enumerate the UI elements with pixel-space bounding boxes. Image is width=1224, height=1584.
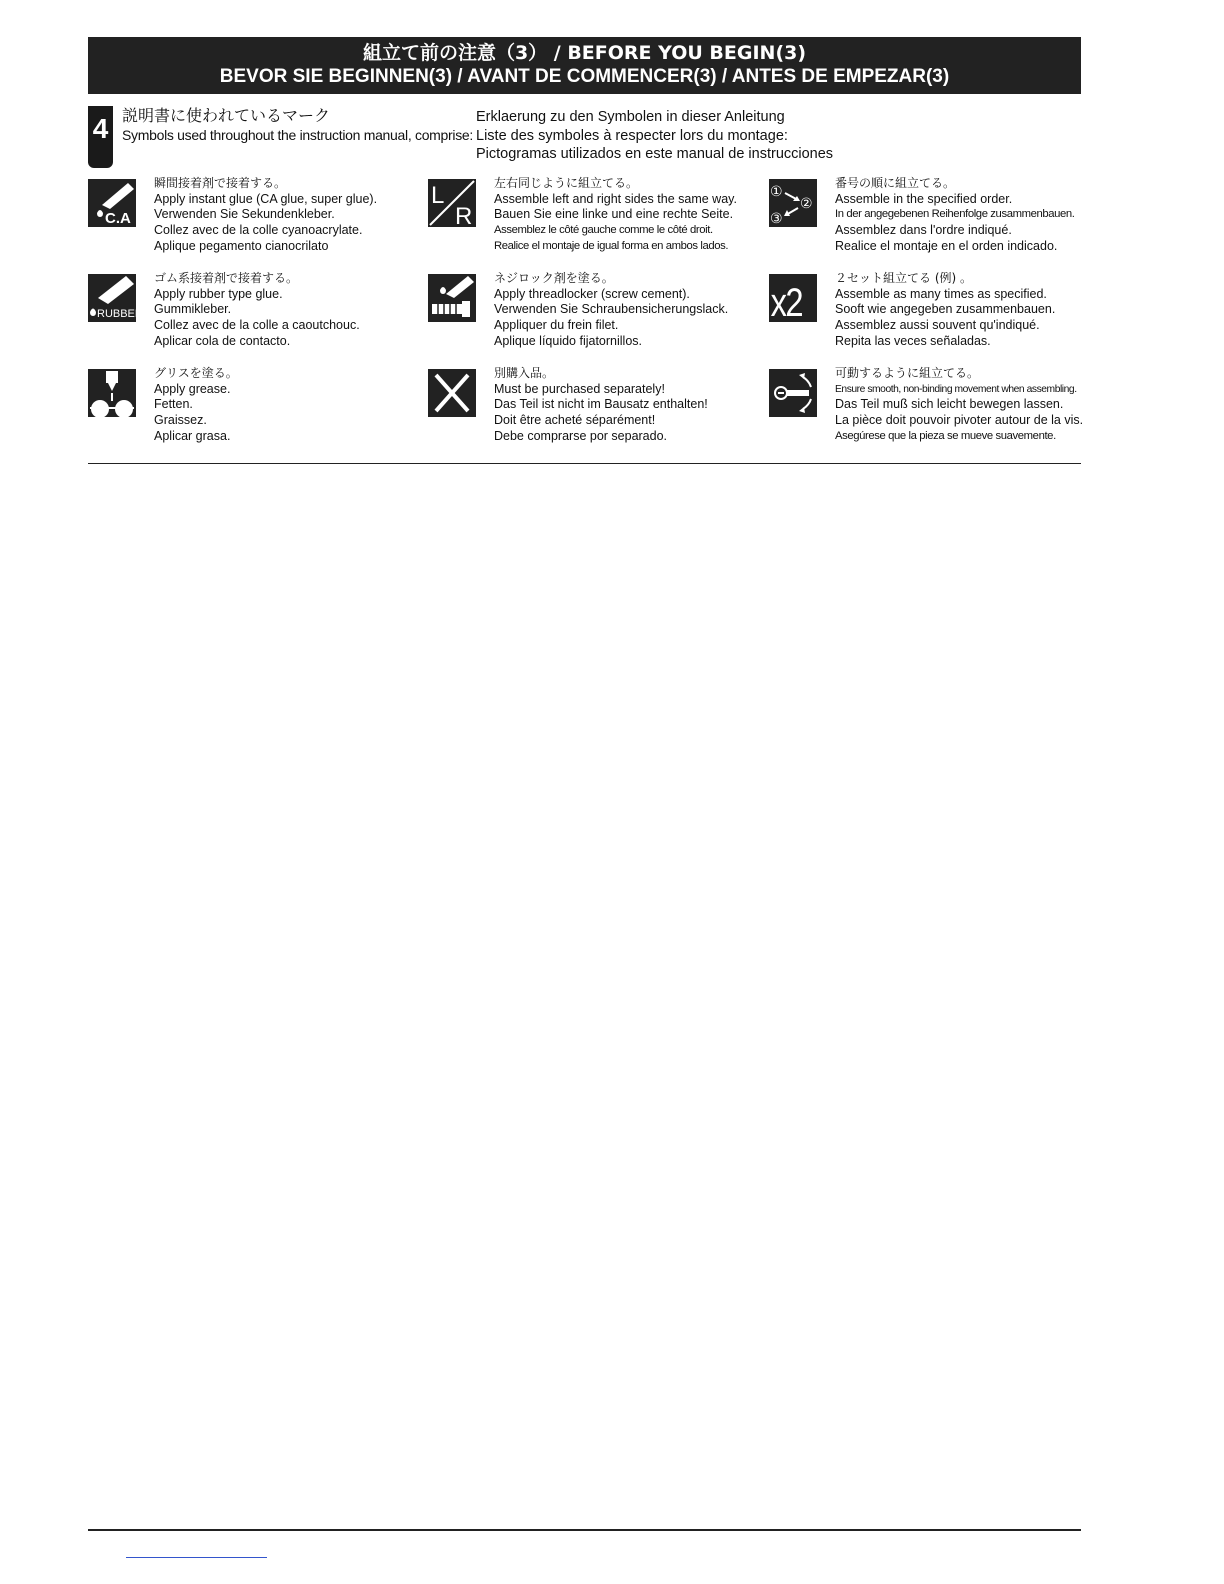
- symbol-en: Apply rubber type glue.: [154, 286, 283, 301]
- symbol-text: [154, 366, 238, 445]
- symbol-fr: Assemblez le côté gauche comme le côté droit.: [494, 224, 713, 237]
- symbol-jp: 別購入品。: [494, 366, 555, 380]
- symbol-jp: ２セット組立てる (例) 。: [835, 271, 972, 285]
- symbol-de: Bauen Sie eine linke und eine rechte Seite.: [494, 207, 734, 222]
- symbol-fr: Graissez.: [154, 413, 207, 428]
- symbol-text: [154, 271, 360, 350]
- symbol-de: Verwenden Sie Sekundenkleber.: [154, 207, 335, 222]
- symbol-es: Asegúrese que la pieza se mueve suavemente.: [835, 429, 1056, 442]
- times-two-icon: [769, 274, 817, 325]
- header-title-line1: 組立て前の注意（3） / BEFORE YOU BEGIN(3): [362, 42, 807, 64]
- symbol-text: [835, 271, 1055, 350]
- left-right-icon: [428, 179, 476, 230]
- page-header: [88, 37, 1081, 94]
- symbol-text: [494, 366, 708, 445]
- symbol-fr: Appliquer du frein filet.: [494, 318, 619, 333]
- page-footer-rule: [88, 1529, 1081, 1531]
- order-step-2: ②: [800, 196, 813, 212]
- right-label: R: [455, 203, 473, 230]
- section-intro-right: [476, 108, 833, 164]
- symbol-de: Gummikleber.: [154, 302, 232, 317]
- symbol-de: Sooft wie angegeben zusammenbauen.: [835, 302, 1056, 317]
- threadlocker-icon: [428, 274, 476, 322]
- footer-link-underline[interactable]: [126, 1557, 267, 1558]
- section-title-fr: Liste des symboles à respecter lors du montage:: [476, 127, 788, 144]
- section-intro-left: [122, 106, 473, 144]
- section-title-en: Symbols used throughout the instruction manual, comprise:: [122, 127, 473, 143]
- symbol-fr: Collez avec de la colle a caoutchouc.: [154, 318, 360, 333]
- order-icon: [769, 179, 817, 227]
- symbol-en: Assemble left and right sides the same way.: [494, 191, 737, 206]
- section-title-jp: 説明書に使われているマーク: [122, 106, 331, 125]
- pivot-movement-icon: [769, 369, 817, 417]
- symbol-de: Verwenden Sie Schraubensicherungslack.: [494, 302, 729, 317]
- symbol-es: Realice el montaje de igual forma en ambos lados.: [494, 239, 729, 252]
- symbol-fr: Assemblez aussi souvent qu'indiqué.: [835, 318, 1040, 333]
- left-label: L: [431, 182, 445, 209]
- symbol-jp: 可動するように組立てる。: [835, 366, 980, 380]
- order-step-3: ③: [770, 211, 783, 227]
- symbol-en: Apply grease.: [154, 381, 231, 396]
- order-step-1: ①: [770, 184, 783, 200]
- symbol-jp: 左右同じように組立てる。: [494, 176, 639, 190]
- symbol-es: Debe comprarse por separado.: [494, 428, 668, 443]
- symbol-text: [835, 366, 1083, 445]
- symbol-jp: 番号の順に組立てる。: [835, 176, 956, 190]
- symbol-es: Aplique líquido fijatornillos.: [494, 333, 643, 348]
- section-number-badge: 4: [88, 106, 113, 168]
- symbol-de: Das Teil ist nicht im Bausatz enthalten!: [494, 397, 708, 412]
- symbol-es: Aplicar cola de contacto.: [154, 333, 291, 348]
- symbol-es: Aplicar grasa.: [154, 428, 231, 443]
- section-divider: [88, 463, 1081, 464]
- purchase-separately-icon: [428, 369, 476, 417]
- symbol-text: [154, 176, 377, 255]
- symbol-de: Fetten.: [154, 397, 193, 412]
- symbol-jp: グリスを塗る。: [154, 366, 238, 380]
- ca-icon-label: C.A: [105, 210, 131, 227]
- symbol-jp: ネジロック剤を塗る。: [494, 271, 614, 285]
- rubber-glue-icon: [88, 274, 143, 322]
- ca-glue-icon: [88, 179, 136, 227]
- symbol-fr: Collez avec de la colle cyanoacrylate.: [154, 223, 363, 238]
- grease-icon: [88, 369, 136, 417]
- symbol-text: [494, 176, 737, 255]
- symbol-jp: 瞬間接着剤で接着する。: [154, 176, 287, 190]
- symbol-de: In der angegebenen Reihenfolge zusammenbauen.: [835, 208, 1075, 221]
- symbol-text: [494, 271, 728, 350]
- symbol-es: Aplique pegamento cianocrilato: [154, 238, 329, 253]
- symbol-de: Das Teil muß sich leicht bewegen lassen.: [835, 397, 1064, 412]
- symbol-es: Realice el montaje en el orden indicado.: [835, 238, 1058, 253]
- rubber-icon-label: RUBBER: [97, 308, 143, 320]
- symbol-en: Apply threadlocker (screw cement).: [494, 286, 690, 301]
- section-title-de: Erklaerung zu den Symbolen in dieser Anleitung: [476, 109, 785, 125]
- symbol-fr: Assemblez dans l'ordre indiqué.: [835, 223, 1012, 238]
- symbol-fr: Doit être acheté séparément!: [494, 413, 656, 428]
- symbol-en: Assemble as many times as specified.: [835, 286, 1047, 301]
- symbol-en: Assemble in the specified order.: [835, 191, 1013, 206]
- symbol-es: Repita las veces señaladas.: [835, 333, 991, 348]
- times-two-label: x2: [770, 279, 802, 325]
- symbol-en: Apply instant glue (CA glue, super glue).: [154, 191, 378, 206]
- symbol-text: [835, 176, 1075, 255]
- header-title-line2: BEVOR SIE BEGINNEN(3) / AVANT DE COMMENCER(3) / ANTES DE EMPEZAR(3): [219, 66, 950, 87]
- section-title-es: Pictogramas utilizados en este manual de instrucciones: [476, 146, 834, 162]
- symbol-en: Must be purchased separately!: [494, 381, 665, 396]
- symbol-fr: La pièce doit pouvoir pivoter autour de la vis.: [835, 413, 1084, 428]
- symbol-jp: ゴム系接着剤で接着する。: [154, 271, 299, 285]
- symbol-en: Ensure smooth, non-binding movement when assembling.: [835, 383, 1077, 395]
